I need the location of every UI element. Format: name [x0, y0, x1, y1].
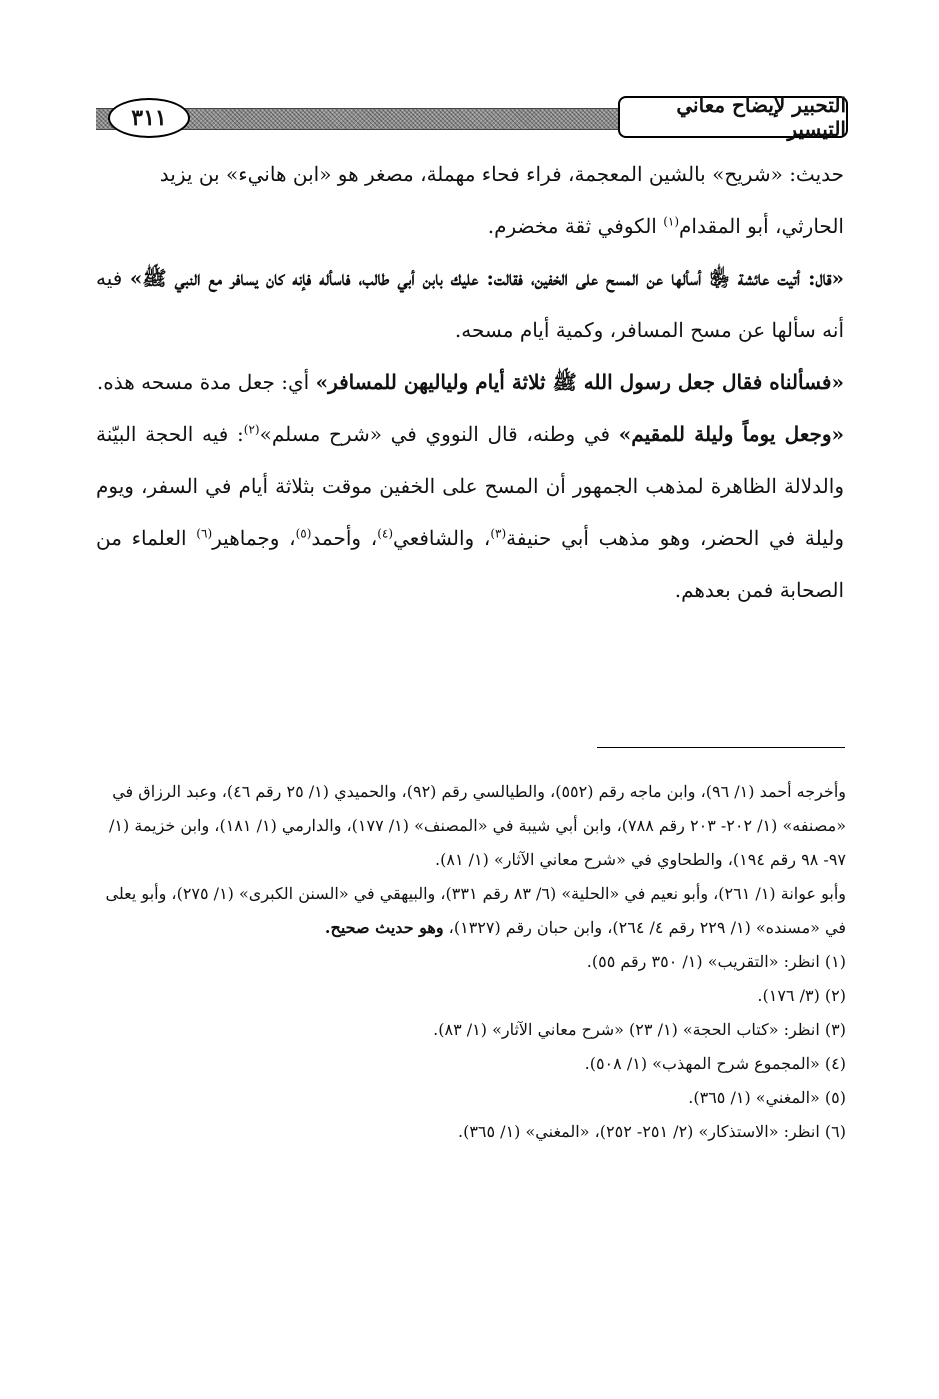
paragraph-4: [96, 408, 844, 616]
footnote-ref-3[interactable]: (٣): [490, 526, 507, 541]
footnote-4: (٤) «المجموع شرح المهذب» (١/ ٥٠٨).: [584, 1054, 846, 1073]
paragraph-2: [96, 252, 844, 356]
paragraph-4-text-a: في وطنه، قال النووي في «شرح مسلم»: [259, 422, 619, 446]
footnote-6: (٦) انظر: «الاستذكار» (٢/ ٢٥١- ٢٥٢)، «المغني» (١/ ٣٦٥).: [457, 1122, 846, 1141]
paragraph-1: [96, 148, 844, 252]
paragraph-4-text-e: ، وجماهير: [212, 526, 296, 550]
book-title: التحبير لإيضاح معاني التيسير: [618, 96, 848, 138]
paragraph-3-quote: «فسألناه فقال جعل رسول الله ﷺ ثلاثة أيام ولياليهن للمسافر»: [315, 370, 844, 394]
paragraph-4-text-f: العلماء من الصحابة فمن بعدهم.: [96, 526, 844, 602]
footnote-separator: [597, 747, 845, 748]
footnote-continuation-1: وأخرجه أحمد (١/ ٩٦)، وابن ماجه رقم (٥٥٢)، والطيالسي رقم (٩٢)، والحميدي (١/ ٢٥ رقم ٤٦)، وعبد الرزاق في «مصنفه» (١/ ٢٠٢- ٢٠٣ رقم ٧٨٨)، وابن أبي شيبة في «المصنف» (١/ ١٧٧)، والدارمي (١/ ١٨١)، وابن خزيمة (١/ ٩٧- ٩٨ رقم ١٩٤)، والطحاوي في «شرح معاني الآثار» (١/ ٨١).: [109, 782, 846, 869]
paragraph-1-line-2b: الكوفي ثقة مخضرم.: [487, 214, 664, 238]
paragraph-4-quote: «وجعل يوماً وليلة للمقيم»: [618, 422, 845, 446]
paragraph-3: [96, 356, 844, 408]
footnote-1: (١) انظر: «التقريب» (١/ ٣٥٠ رقم ٥٥).: [586, 952, 846, 971]
paragraph-1-line-1: حديث: «شريح» بالشين المعجمة، فراء فحاء مهملة، مصغر هو «ابن هانيء» بن يزيد: [159, 162, 844, 186]
paragraph-2-quote: «قال: أتيت عائشة ﵂ أسألها عن المسح على الخفين، فقالت: عليك بابن أبي طالب، فاسأله فإنه كان يسافر مع النبي ﷺ»: [129, 266, 844, 290]
footnote-ref-1[interactable]: (١): [663, 214, 680, 229]
footnote-ref-4[interactable]: (٤): [377, 526, 394, 541]
footnote-3: (٣) انظر: «كتاب الحجة» (١/ ٢٣) «شرح معاني الآثار» (١/ ٨٣).: [433, 1020, 846, 1039]
footnotes: [96, 775, 846, 1149]
footnote-ref-2[interactable]: (٢): [243, 422, 260, 437]
paragraph-4-text-d: ، وأحمد: [311, 526, 378, 550]
footnote-ref-6[interactable]: (٦): [196, 526, 213, 541]
running-header: [96, 93, 848, 141]
paragraph-4-text-c: ، والشافعي: [393, 526, 491, 550]
footnote-continuation-2-text: وأبو عوانة (١/ ٢٦١)، وأبو نعيم في «الحلية» (٦/ ٨٣ رقم ٣٣١)، والبيهقي في «السنن الكبرى» (١/ ٢٧٥)، وأبو يعلى في «مسنده» (١/ ٢٢٩ رقم ٤/ ٢٦٤)، وابن حبان رقم (١٣٢٧)،: [105, 884, 846, 937]
footnote-2: (٢) (٣/ ١٧٦).: [757, 986, 846, 1005]
footnote-5: (٥) «المغني» (١/ ٣٦٥).: [688, 1088, 846, 1107]
footnote-continuation-2: [96, 877, 846, 945]
paragraph-1-line-2a: الحارثي، أبو المقدام: [679, 214, 844, 238]
paragraph-3-commentary: أي: جعل مدة مسحه هذه.: [96, 370, 316, 394]
page-number: ٣١١: [108, 98, 190, 138]
footnote-ref-5[interactable]: (٥): [295, 526, 312, 541]
paragraph-4-text-b: : فيه الحجة البيّنة والدلالة الظاهرة لمذهب الجمهور أن المسح على الخفين موقت بثلاثة أيام في السفر، ويوم وليلة في الحضر، وهو مذهب أبي حنيفة: [96, 422, 845, 550]
footnote-continuation-2-verdict: وهو حديث صحيح.: [324, 918, 444, 937]
main-text: [96, 148, 844, 616]
paragraph-2-commentary: فيه أنه سألها عن مسح المسافر، وكمية أيام مسحه.: [96, 266, 844, 342]
